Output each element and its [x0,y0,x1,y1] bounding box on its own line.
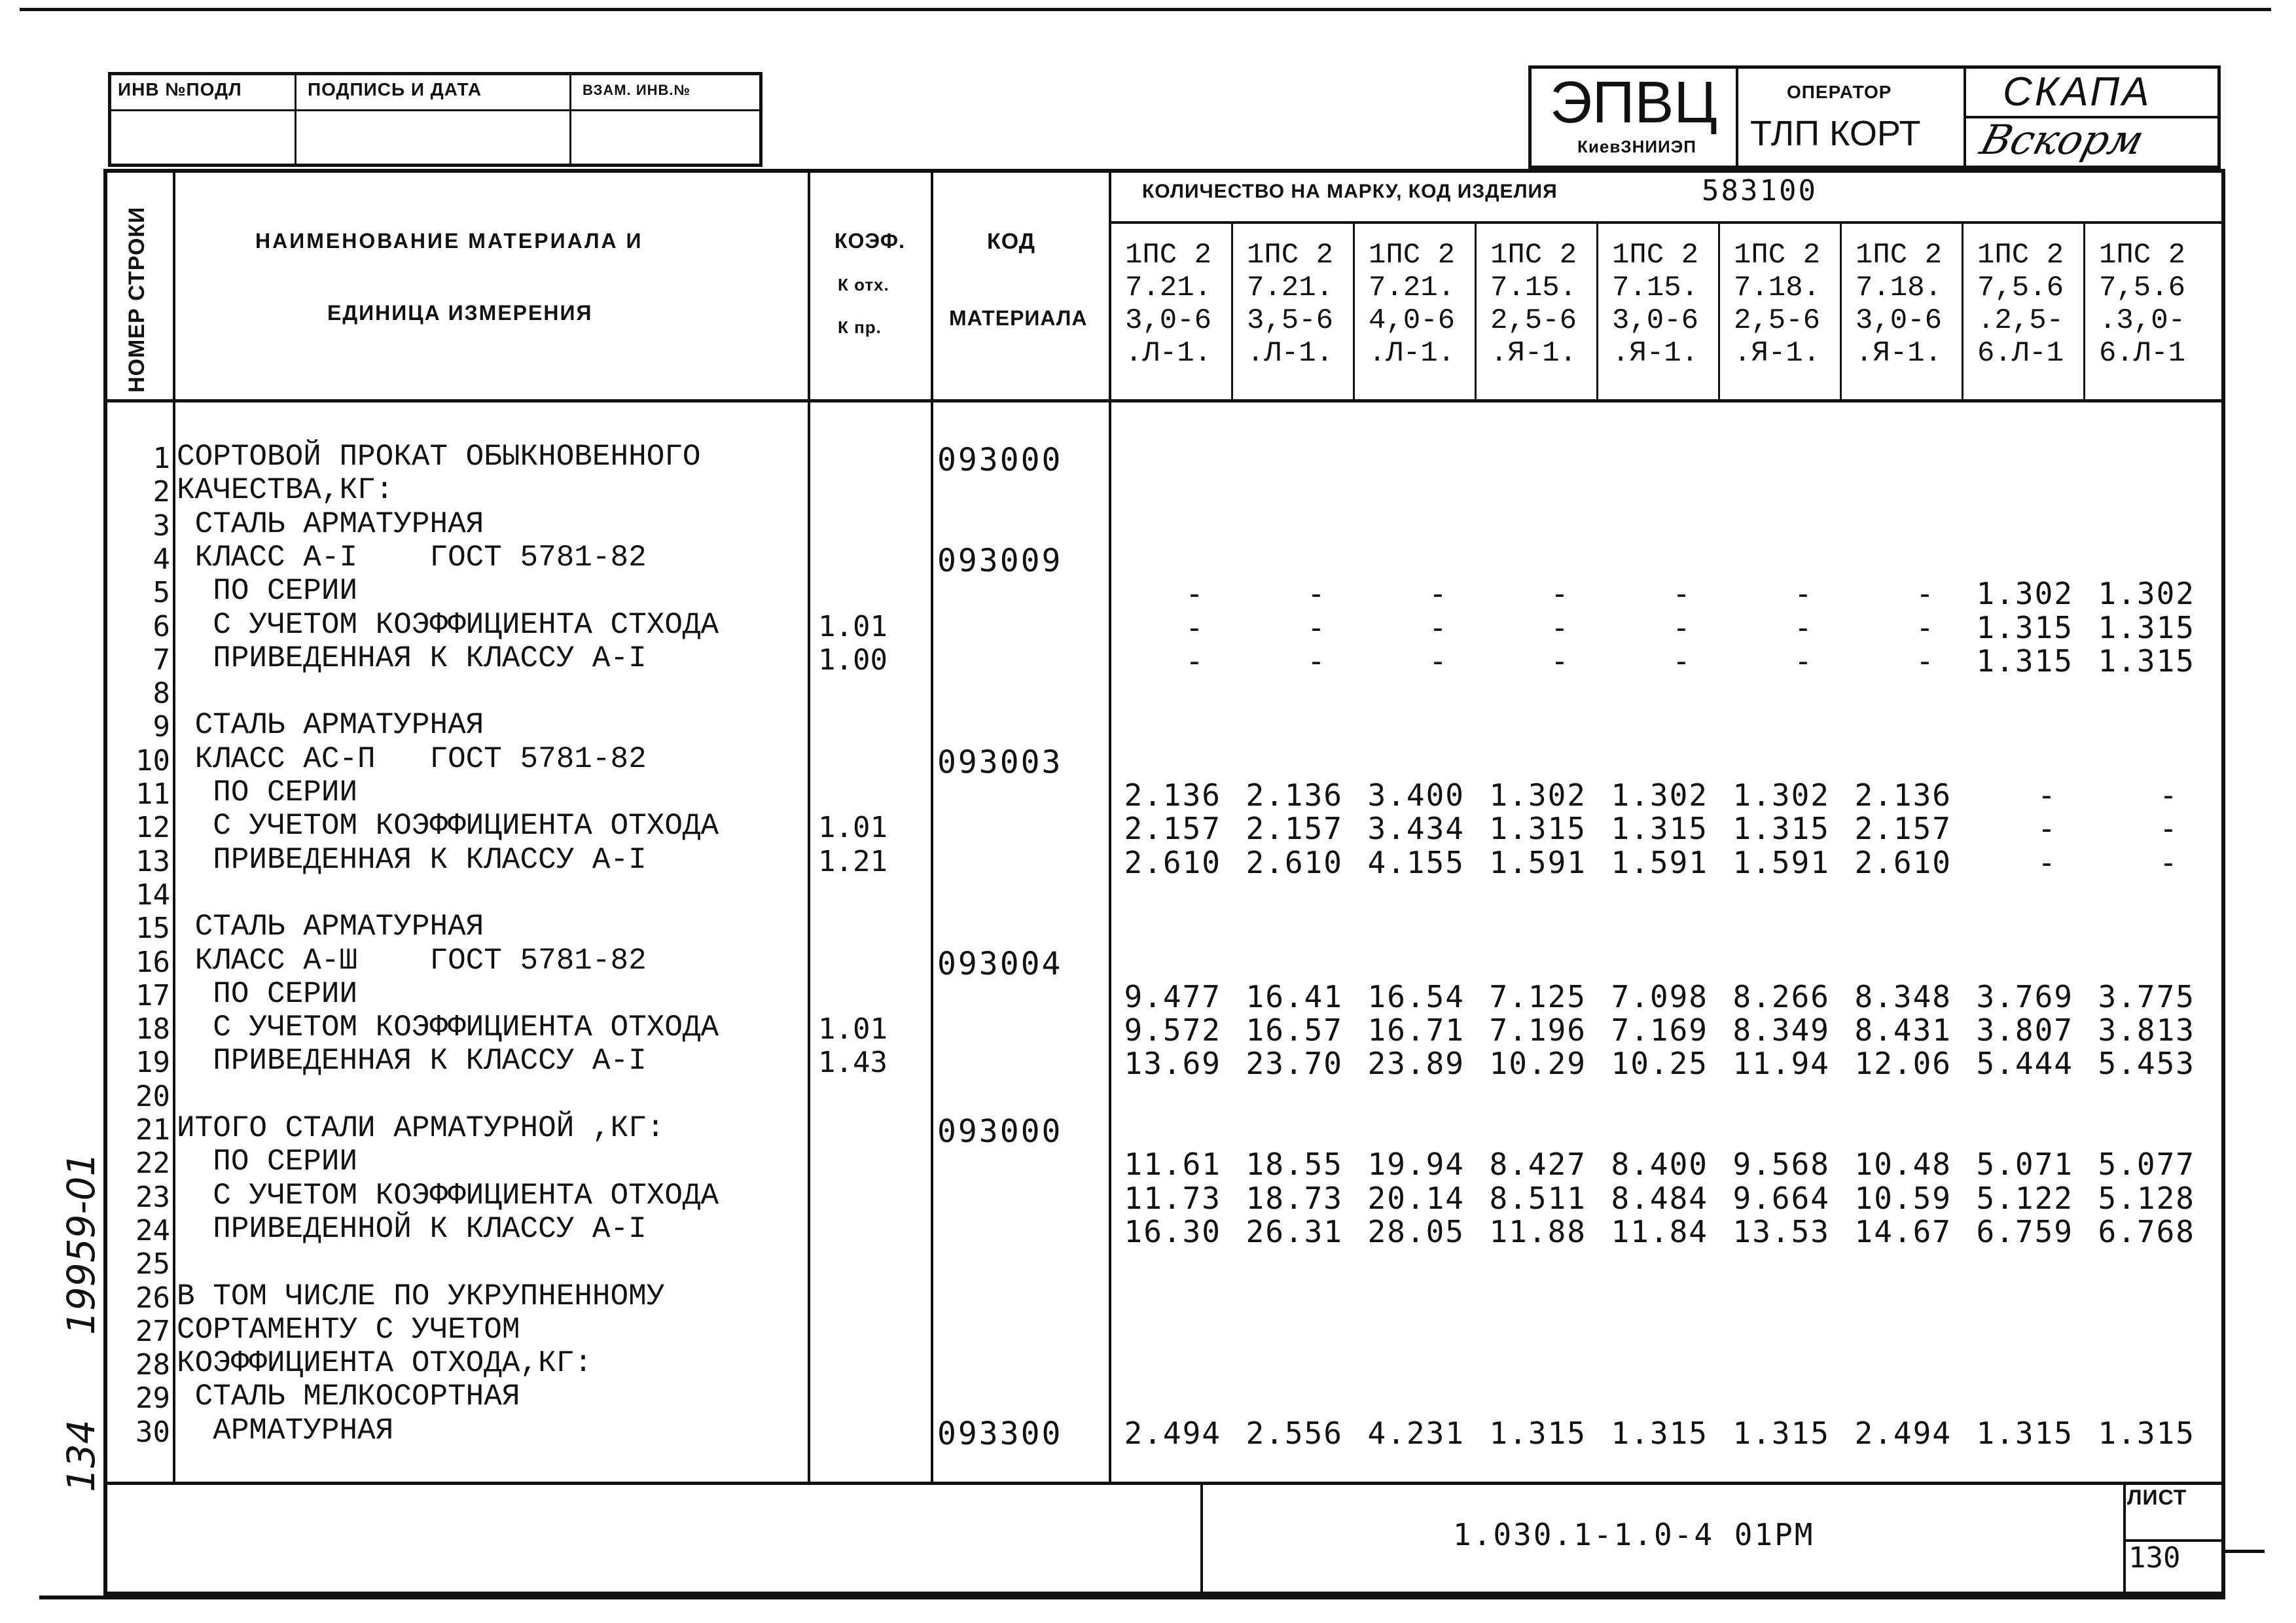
row-value: - [1794,576,1814,612]
column-header-8-line-4: 6.Л-1 [1977,337,2064,370]
column-header-2-line-4: .Л-1. [1246,337,1334,370]
row-number: 19 [135,1046,170,1080]
row-value: - [1551,609,1570,645]
row-material-name: С УЧЕТОМ КОЭФФИЦИЕНТА ОТХОДА [177,1178,719,1213]
quantity-header-line [1109,221,2223,224]
row-value: 3.807 [1976,1012,2073,1048]
row-value: - [2159,844,2179,880]
row-value: 1.315 [1611,1415,1708,1451]
row-value: - [1185,609,1205,645]
row-material-name: КЛАСС АС-П ГОСТ 5781-82 [177,741,647,776]
row-material-name: ПО СЕРИИ [177,976,358,1011]
row-value: 6.768 [2098,1213,2195,1249]
coef-header-2: К отх. [838,275,889,294]
column-header-7-line-2: 7.18. [1855,272,1943,304]
row-coefficient: 1.01 [818,609,888,643]
row-material-code: 093009 [937,542,1063,579]
column-header-5-line-1: 1ПС 2 [1611,239,1699,272]
row-value: 8.400 [1611,1147,1708,1183]
row-value: 8.348 [1854,978,1952,1014]
row-value: 9.572 [1124,1012,1221,1048]
row-value: 13.69 [1124,1046,1221,1082]
row-value: 8.431 [1854,1012,1952,1048]
row-number-header: НОМЕР СТРОКИ [124,206,149,393]
row-number: 11 [135,777,170,811]
column-header-4-line-1: 1ПС 2 [1490,239,1577,272]
row-value: - [1551,643,1570,679]
row-value: 8.511 [1489,1180,1587,1216]
row-value: 11.84 [1611,1213,1708,1249]
row-value: - [1307,609,1327,645]
row-value: 1.315 [2098,643,2195,679]
row-value: 10.29 [1489,1046,1587,1082]
row-value: 16.41 [1246,978,1343,1014]
row-number: 24 [135,1213,170,1247]
row-value: - [2159,811,2179,847]
row-value: 5.077 [2098,1147,2195,1183]
row-coefficient: 1.21 [818,844,888,878]
row-number: 18 [135,1012,170,1046]
row-value: - [2037,777,2057,813]
row-value: 7.196 [1489,1012,1587,1048]
row-value: - [1185,643,1205,679]
row-value: 1.315 [1976,643,2073,679]
row-value: 16.30 [1124,1213,1221,1249]
row-material-name: КАЧЕСТВА,КГ: [177,473,394,508]
quantity-header: КОЛИЧЕСТВО НА МАРКУ, КОД ИЗДЕЛИЯ [1142,181,1558,202]
row-value: 18.55 [1246,1147,1343,1183]
signature: Вскорм [1975,116,2149,164]
row-number: 27 [135,1314,170,1348]
column-header-9-line-4: 6.Л-1 [2098,337,2186,370]
row-value: 1.315 [1976,609,2073,645]
row-material-name: СТАЛЬ АРМАТУРНАЯ [177,708,484,743]
row-value: - [1307,643,1327,679]
row-value: 8.427 [1489,1147,1587,1183]
row-value: - [1916,643,1935,679]
col-sep-name [808,173,810,1482]
row-value: - [1672,576,1692,612]
row-value: 28.05 [1367,1213,1465,1249]
row-coefficient: 1.01 [818,1012,888,1046]
column-header-1-line-3: 3,0-6 [1124,304,1212,337]
row-value: 5.453 [2098,1046,2195,1082]
row-value: - [1672,609,1692,645]
row-value: - [1429,576,1448,612]
col-sep-coef [931,173,933,1482]
row-number: 16 [135,945,170,979]
footer-sep [1200,1482,1203,1593]
row-value: - [1307,576,1327,612]
column-header-1-line-2: 7.21. [1124,272,1212,304]
row-number: 5 [152,576,170,610]
row-material-name: СТАЛЬ АРМАТУРНАЯ [177,507,484,541]
row-number: 15 [135,912,170,946]
code-header-1: КОД [987,229,1035,254]
row-value: 2.494 [1854,1415,1952,1451]
row-value: 10.59 [1854,1180,1952,1216]
column-header-8-line-3: .2,5- [1977,304,2064,337]
row-value: 11.94 [1732,1046,1830,1082]
header-bottom-line [107,399,2223,402]
row-value: 10.48 [1854,1147,1952,1183]
row-material-name: КОЭФФИЦИЕНТА ОТХОДА,КГ: [177,1346,592,1381]
row-value: 3.813 [2098,1012,2195,1048]
row-value: 23.70 [1246,1046,1343,1082]
row-material-name: ПРИВЕДЕННОЙ К КЛАССУ А-I [177,1211,647,1246]
row-number: 13 [135,844,170,878]
column-header-3-line-2: 7.21. [1368,272,1456,304]
row-value: 2.610 [1246,844,1343,880]
row-material-code: 093004 [937,945,1063,982]
sheet-tick [2225,1550,2265,1553]
material-name-header-2: ЕДИНИЦА ИЗМЕРЕНИЯ [327,301,593,325]
column-header-7-line-1: 1ПС 2 [1855,239,1943,272]
stamp-vzam-inv-label: ВЗАМ. ИНВ.№ [583,82,691,98]
row-value: 3.769 [1976,978,2073,1014]
row-material-name: СОРТОВОЙ ПРОКАТ ОБЫКНОВЕННОГО [177,440,701,474]
row-value: - [1794,609,1814,645]
row-value: 12.06 [1854,1046,1952,1082]
row-number: 4 [152,542,170,576]
row-number: 6 [152,609,170,643]
row-value: 1.302 [1732,777,1830,813]
column-header-5-line-2: 7.15. [1611,272,1699,304]
row-value: 6.759 [1976,1213,2073,1249]
sheet-number: 130 [2128,1541,2181,1575]
row-value: - [1672,643,1692,679]
product-code: 583100 [1702,174,1818,207]
row-material-name: С УЧЕТОМ КОЭФФИЦИЕНТА ОТХОДА [177,809,719,844]
row-value: - [1916,576,1935,612]
row-value: 5.122 [1976,1180,2073,1216]
row-value: 8.484 [1611,1180,1708,1216]
column-header-2-line-3: 3,5-6 [1246,304,1334,337]
handwritten-note: СКАПА [2003,69,2152,115]
column-header-3-line-4: .Л-1. [1368,337,1456,370]
row-value: 20.14 [1367,1180,1465,1216]
row-value: - [1185,576,1205,612]
row-value: 2.556 [1246,1415,1343,1451]
row-material-name: КЛАСС А-I ГОСТ 5781-82 [177,540,647,575]
row-value: 4.155 [1367,844,1465,880]
row-value: 1.302 [1489,777,1587,813]
archive-number: 19959-01 [59,1152,103,1335]
operator-label: ОПЕРАТОР [1787,82,1892,102]
row-number: 25 [135,1247,170,1281]
row-number: 23 [135,1180,170,1214]
row-value: 1.315 [1732,1415,1830,1451]
row-value: 9.477 [1124,978,1221,1014]
row-value: 2.157 [1854,811,1952,847]
row-material-name: С УЧЕТОМ КОЭФФИЦИЕНТА ОТХОДА [177,1010,719,1045]
row-number: 21 [135,1113,170,1147]
row-number: 12 [135,811,170,845]
row-number: 7 [152,643,170,677]
document-code: 1.030.1-1.0-4 01РМ [1453,1517,1815,1552]
row-value: 2.610 [1854,844,1952,880]
row-coefficient: 1.01 [818,811,888,845]
row-number: 17 [135,978,170,1012]
row-value: 11.88 [1489,1213,1587,1249]
row-value: 2.610 [1124,844,1221,880]
material-name-header-1: НАИМЕНОВАНИЕ МАТЕРИАЛА И [255,229,643,253]
coef-header-1: КОЭФ. [834,229,905,253]
row-number: 10 [135,743,170,777]
row-material-name: КЛАСС А-Ш ГОСТ 5781-82 [177,943,647,978]
approval-stamp [108,72,762,167]
row-value: - [1551,576,1570,612]
row-value: 19.94 [1367,1147,1465,1183]
column-header-8-line-2: 7,5.6 [1977,272,2064,304]
column-header-2-line-2: 7.21. [1246,272,1334,304]
column-header-3-line-3: 4,0-6 [1368,304,1456,337]
footer-sheet-sep [2123,1482,2126,1593]
footer-top-line [107,1482,2223,1485]
row-value: 16.57 [1246,1012,1343,1048]
row-value: 1.315 [1976,1415,2073,1451]
row-value: 23.89 [1367,1046,1465,1082]
row-value: 4.231 [1367,1415,1465,1451]
row-value: 5.128 [2098,1180,2195,1216]
column-header-7-line-3: 3,0-6 [1855,304,1943,337]
row-value: 2.136 [1124,777,1221,813]
row-number: 20 [135,1079,170,1113]
row-material-code: 093000 [937,1113,1063,1150]
column-header-6-line-1: 1ПС 2 [1733,239,1821,272]
row-value: 1.591 [1611,844,1708,880]
row-number: 29 [135,1382,170,1416]
column-header-5-line-3: 3,0-6 [1611,304,1699,337]
row-material-name: ИТОГО СТАЛИ АРМАТУРНОЙ ,КГ: [177,1111,665,1145]
sheet-label: ЛИСТ [2127,1486,2187,1509]
row-value: - [2037,811,2057,847]
row-number: 28 [135,1348,170,1382]
column-header-2-line-1: 1ПС 2 [1246,239,1334,272]
row-value: 16.54 [1367,978,1465,1014]
top-border-line [20,8,2271,11]
row-number: 14 [135,878,170,912]
row-value: 1.315 [1489,811,1587,847]
column-header-9-line-2: 7,5.6 [2098,272,2186,304]
row-value: 1.315 [2098,1415,2195,1451]
row-value: 16.71 [1367,1012,1465,1048]
row-material-name: СТАЛЬ МЕЛКОСОРТНАЯ [177,1380,520,1414]
row-material-code: 093300 [937,1415,1063,1452]
column-header-3-line-1: 1ПС 2 [1368,239,1456,272]
row-value: - [1429,609,1448,645]
row-number: 9 [152,710,170,744]
row-value: 10.25 [1611,1046,1708,1082]
row-material-name: СОРТАМЕНТУ С УЧЕТОМ [177,1312,520,1347]
row-value: 2.136 [1854,777,1952,813]
row-value: 11.61 [1124,1147,1221,1183]
column-header-1-line-1: 1ПС 2 [1124,239,1212,272]
row-material-name: ПО СЕРИИ [177,1145,358,1179]
row-value: 1.315 [2098,609,2195,645]
column-header-9-line-3: .3,0- [2098,304,2186,337]
row-number: 2 [152,475,170,509]
row-value: 5.444 [1976,1046,2073,1082]
row-value: 8.349 [1732,1012,1830,1048]
row-coefficient: 1.43 [818,1046,888,1080]
row-material-name: В ТОМ ЧИСЛЕ ПО УКРУПНЕННОМУ [177,1279,665,1313]
row-value: 1.591 [1489,844,1587,880]
row-value: - [1916,609,1935,645]
row-material-name: ПРИВЕДЕННАЯ К КЛАССУ А-I [177,842,647,877]
row-value: 2.157 [1124,811,1221,847]
row-value: 9.664 [1732,1180,1830,1216]
row-value: 2.157 [1246,811,1343,847]
row-material-name: ПРИВЕДЕННАЯ К КЛАССУ А-I [177,641,647,675]
row-value: 11.73 [1124,1180,1221,1216]
row-number: 26 [135,1281,170,1315]
operator-value: ТЛП КОРТ [1750,114,1921,153]
row-value: - [2037,844,2057,880]
row-number: 8 [152,677,170,711]
coef-header-3: К пр. [838,317,882,337]
row-value: 1.315 [1611,811,1708,847]
row-value: 9.568 [1732,1147,1830,1183]
column-header-4-line-4: .Я-1. [1490,337,1577,370]
column-header-6-line-3: 2,5-6 [1733,304,1821,337]
row-value: 3.400 [1367,777,1465,813]
stamp-signature-date-label: ПОДПИСЬ И ДАТА [308,79,482,99]
row-material-name: СТАЛЬ АРМАТУРНАЯ [177,910,484,944]
row-material-code: 093000 [937,442,1063,478]
row-value: 13.53 [1732,1213,1830,1249]
row-value: 3.434 [1367,811,1465,847]
column-header-4-line-2: 7.15. [1490,272,1577,304]
row-value: 7.125 [1489,978,1587,1014]
row-value: 5.071 [1976,1147,2073,1183]
row-material-code: 093003 [937,743,1063,781]
stamp-inv-podl-label: ИНВ №ПОДЛ [118,79,242,99]
bottom-border-line [39,1596,2225,1599]
row-material-name: ПО СЕРИИ [177,776,358,810]
column-header-1-line-4: .Л-1. [1124,337,1212,370]
row-value: - [1794,643,1814,679]
column-header-5-line-4: .Я-1. [1611,337,1699,370]
org-sub-label: КиевЗНИИЭП [1577,137,1696,156]
row-value: 2.494 [1124,1415,1221,1451]
row-material-name: С УЧЕТОМ КОЭФФИЦИЕНТА СТХОДА [177,607,719,642]
row-value: 26.31 [1246,1213,1343,1249]
column-header-8-line-1: 1ПС 2 [1977,239,2064,272]
column-header-7-line-4: .Я-1. [1855,337,1943,370]
row-number: 22 [135,1147,170,1181]
code-header-2: МАТЕРИАЛА [949,306,1088,330]
row-value: 1.315 [1489,1415,1587,1451]
row-value: 7.169 [1611,1012,1708,1048]
row-number: 30 [135,1415,170,1449]
row-value: 1.302 [1611,777,1708,813]
col-sep-rownum [173,173,175,1482]
row-value: 14.67 [1854,1213,1952,1249]
column-header-6-line-4: .Я-1. [1733,337,1821,370]
row-value: - [2159,777,2179,813]
row-material-name: ПО СЕРИИ [177,574,358,609]
row-coefficient: 1.00 [818,643,888,677]
row-value: 1.315 [1732,811,1830,847]
title-block [1528,65,2221,169]
row-value: 1.302 [1976,576,2073,612]
row-value: 3.775 [2098,978,2195,1014]
row-number: 1 [152,442,170,475]
row-value: 18.73 [1246,1180,1343,1216]
row-number: 3 [152,508,170,543]
column-header-4-line-3: 2,5-6 [1490,304,1577,337]
row-value: 1.302 [2098,576,2195,612]
row-value: 7.098 [1611,978,1708,1014]
row-value: 1.591 [1732,844,1830,880]
page-number: 134 [59,1419,103,1492]
column-header-9-line-1: 1ПС 2 [2098,239,2186,272]
column-header-6-line-2: 7.18. [1733,272,1821,304]
row-value: - [1429,643,1448,679]
org-main-label: ЭПВЦ [1550,70,1717,135]
row-value: 2.136 [1246,777,1343,813]
row-value: 8.266 [1732,978,1830,1014]
row-material-name: ПРИВЕДЕННАЯ К КЛАССУ А-I [177,1044,647,1079]
row-material-name: АРМАТУРНАЯ [177,1413,394,1448]
